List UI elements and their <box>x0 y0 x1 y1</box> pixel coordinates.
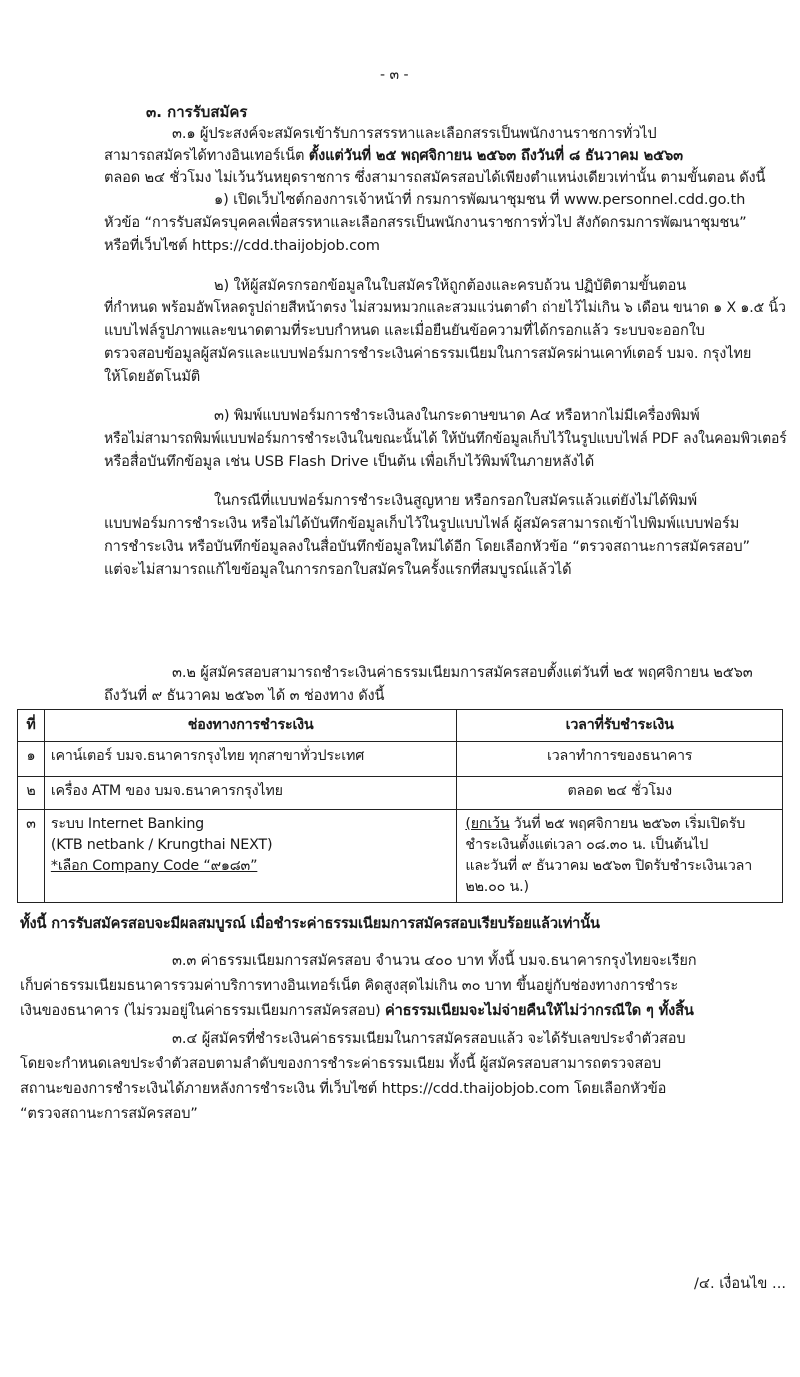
col-header-no: ที่ <box>18 710 45 742</box>
row-number: ๑ <box>18 742 45 777</box>
paragraph-line: หรือสื่อบันทึกข้อมูล เช่น USB Flash Drive เป็นต้น เพื่อเก็บไว้พิมพ์ในภายหลังได้ <box>104 453 595 470</box>
table-header-row <box>18 710 783 742</box>
payment-time <box>457 810 783 903</box>
page-number: - ๓ - <box>380 67 409 83</box>
paragraph-line: หรือไม่สามารถพิมพ์แบบฟอร์มการชำระเงินในขณะนั้นได้ ให้บันทึกข้อมูลเก็บไว้ในรูปแบบไฟล์ PDF ลงในคอมพิวเตอร์ <box>104 430 787 447</box>
paragraph-line: สถานะของการชำระเงินได้ภายหลังการชำระเงิน ที่เว็บไซต์ https://cdd.thaijobjob.com โดยเลือกหัวข้อ <box>20 1080 667 1097</box>
table-row <box>18 810 783 903</box>
channel-line: (KTB netbank / Krungthai NEXT) <box>50 837 273 853</box>
paragraph-line: แบบไฟล์รูปภาพและขนาดตามที่ระบบกำหนด และเมื่อยืนยันข้อความที่ได้กรอกแล้ว ระบบจะออกใบ <box>104 322 705 339</box>
paragraph-line: ๑) เปิดเว็บไซต์กองการเจ้าหน้าที่ กรมการพัฒนาชุมชน ที่ www.personnel.cdd.go.th <box>214 191 746 208</box>
col-header-channel: ช่องทางการชำระเงิน <box>44 710 456 742</box>
table-row <box>18 777 783 810</box>
application-period: ตั้งแต่วันที่ ๒๕ พฤศจิกายน ๒๕๖๓ ถึงวันที่ ๘ ธันวาคม ๒๕๖๓ <box>308 147 683 164</box>
payment-channels-table <box>17 709 783 903</box>
paragraph-line: หัวข้อ “การรับสมัครบุคคลเพื่อสรรหาและเลือกสรรเป็นพนักงานราชการทั่วไป สังกัดกรมการพัฒนาชุมชน” <box>104 214 747 231</box>
text-run: เงินของธนาคาร (ไม่รวมอยู่ในค่าธรรมเนียมการสมัครสอบ) <box>20 1002 386 1019</box>
paragraph-line: “ตรวจสถานะการสมัครสอบ” <box>20 1105 198 1122</box>
payment-channel: เคาน์เตอร์ บมจ.ธนาคารกรุงไทย ทุกสาขาทั่วประเทศ <box>44 742 456 777</box>
payment-time: เวลาทำการของธนาคาร <box>457 742 783 777</box>
row-number: ๓ <box>18 810 45 903</box>
channel-line: ระบบ Internet Banking <box>50 816 205 832</box>
payment-channel: เครื่อง ATM ของ บมจ.ธนาคารกรุงไทย <box>44 777 456 810</box>
section-heading: ๓. การรับสมัคร <box>146 103 248 121</box>
except-label: (ยกเว้น <box>465 816 510 832</box>
paragraph-line: ๓.๔ ผู้สมัครที่ชำระเงินค่าธรรมเนียมในการสมัครสอบแล้ว จะได้รับเลขประจำตัวสอบ <box>172 1030 686 1047</box>
time-line: และวันที่ ๙ ธันวาคม ๒๕๖๓ ปิดรับชำระเงินเวลา <box>465 858 753 874</box>
paragraph-line: ๓.๑ ผู้ประสงค์จะสมัครเข้ารับการสรรหาและเลือกสรรเป็นพนักงานราชการทั่วไป <box>172 125 657 142</box>
paragraph-line: แต่จะไม่สามารถแก้ไขข้อมูลในการกรอกใบสมัครในครั้งแรกที่สมบูรณ์แล้วได้ <box>104 561 572 578</box>
payment-time: ตลอด ๒๔ ชั่วโมง <box>457 777 783 810</box>
paragraph-line: ที่กำหนด พร้อมอัพโหลดรูปถ่ายสีหน้าตรง ไม่สวมหมวกและสวมแว่นตาดำ ถ่ายไว้ไม่เกิน ๖ เดือน ขนาด ๑ X ๑.๕ นิ้ว <box>104 299 786 316</box>
paragraph-line: ถึงวันที่ ๙ ธันวาคม ๒๕๖๓ ได้ ๓ ช่องทาง ดังนี้ <box>104 687 385 704</box>
paragraph-line: ในกรณีที่แบบฟอร์มการชำระเงินสูญหาย หรือกรอกใบสมัครแล้วแต่ยังไม่ได้พิมพ์ <box>214 492 698 509</box>
paragraph-line: ๓.๒ ผู้สมัครสอบสามารถชำระเงินค่าธรรมเนียมการสมัครสอบตั้งแต่วันที่ ๒๕ พฤศจิกายน ๒๕๖๓ <box>172 664 753 681</box>
paragraph-line: การชำระเงิน หรือบันทึกข้อมูลลงในสื่อบันทึกข้อมูลใหม่ได้อีก โดยเลือกหัวข้อ “ตรวจสถานะการสมัครสอบ” <box>104 538 750 555</box>
text-run: สามารถสมัครได้ทางอินเทอร์เน็ต <box>104 147 309 164</box>
paragraph-line: ๒) ให้ผู้สมัครกรอกข้อมูลในใบสมัครให้ถูกต้องและครบถ้วน ปฏิบัติตามขั้นตอน <box>214 277 687 294</box>
paragraph-line: ๓.๓ ค่าธรรมเนียมการสมัครสอบ จำนวน ๔๐๐ บาท ทั้งนี้ บมจ.ธนาคารกรุงไทยจะเรียก <box>172 952 697 969</box>
time-line <box>465 814 776 835</box>
table-row <box>18 742 783 777</box>
paragraph-line: ให้โดยอัตโนมัติ <box>104 368 201 385</box>
col-header-time: เวลาที่รับชำระเงิน <box>457 710 783 742</box>
paragraph-line: โดยจะกำหนดเลขประจำตัวสอบตามลำดับของการชำระค่าธรรมเนียม ทั้งนี้ ผู้สมัครสอบสามารถตรวจสอบ <box>20 1055 661 1072</box>
paragraph-line: ตรวจสอบข้อมูลผู้สมัครและแบบฟอร์มการชำระเงินค่าธรรมเนียมในการสมัครผ่านเคาท์เตอร์ บมจ. กรุงไทย <box>104 345 752 362</box>
paragraph-line: หรือที่เว็บไซต์ https://cdd.thaijobjob.com <box>104 237 380 254</box>
time-line: ชำระเงินตั้งแต่เวลา ๐๘.๓๐ น. เป็นต้นไป <box>465 837 709 853</box>
paragraph-line: ตลอด ๒๔ ชั่วโมง ไม่เว้นวันหยุดราชการ ซึ่งสามารถสมัครสอบได้เพียงตำแหน่งเดียวเท่านั้น ตามขั้นตอน ดังนี้ <box>104 169 766 186</box>
paragraph-line <box>104 146 683 166</box>
paragraph-line: แบบฟอร์มการชำระเงิน หรือไม่ได้บันทึกข้อมูลเก็บไว้ในรูปแบบไฟล์ ผู้สมัครสามารถเข้าไปพิมพ์แบบฟอร์ม <box>104 515 740 532</box>
payment-channel <box>44 810 456 903</box>
completion-note: ทั้งนี้ การรับสมัครสอบจะมีผลสมบูรณ์ เมื่อชำระค่าธรรมเนียมการสมัครสอบเรียบร้อยแล้วเท่านั้น <box>20 915 600 932</box>
paragraph-line: เก็บค่าธรรมเนียมธนาคารรวมค่าบริการทางอินเทอร์เน็ต คิดสูงสุดไม่เกิน ๓๐ บาท ขึ้นอยู่กับช่องทางการชำระ <box>20 977 679 994</box>
row-number: ๒ <box>18 777 45 810</box>
no-refund-note: ค่าธรรมเนียมจะไม่จ่ายคืนให้ไม่ว่ากรณีใด ๆ ทั้งสิ้น <box>385 1002 694 1019</box>
text-run: วันที่ ๒๕ พฤศจิกายน ๒๕๖๓ เริ่มเปิดรับ <box>509 816 746 832</box>
time-line: ๒๒.๐๐ น.) <box>465 879 529 895</box>
paragraph-line <box>20 1001 694 1021</box>
paragraph-line: ๓) พิมพ์แบบฟอร์มการชำระเงินลงในกระดาษขนาด A๔ หรือหากไม่มีเครื่องพิมพ์ <box>214 407 700 424</box>
company-code-note: *เลือก Company Code “๙๑๘๓” <box>50 858 258 874</box>
next-page-reference: /๔. เงื่อนไข ... <box>694 1275 786 1292</box>
